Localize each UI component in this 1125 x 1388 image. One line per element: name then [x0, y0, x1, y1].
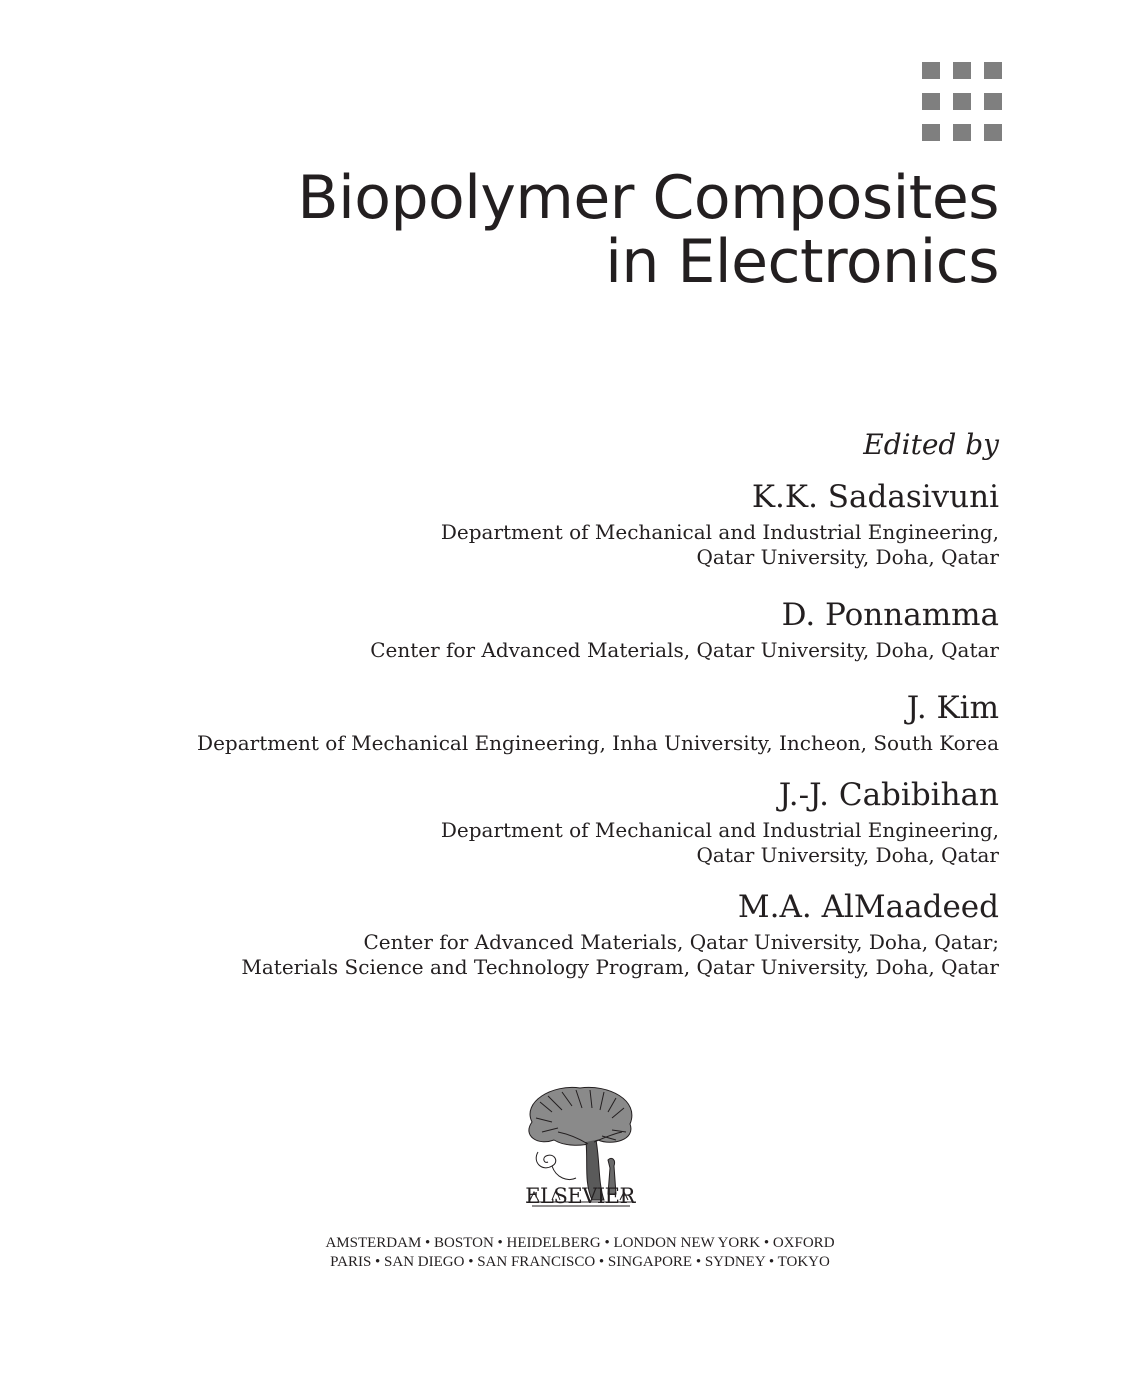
editor-affiliation: Department of Mechanical and Industrial Engineering, [440, 520, 999, 544]
editor-affiliation: Center for Advanced Materials, Qatar University, Doha, Qatar [370, 638, 999, 662]
editor-affiliation: Materials Science and Technology Program, Qatar University, Doha, Qatar [241, 955, 999, 979]
book-title-line-2: in Electronics [605, 227, 999, 297]
editor-entry [39, 478, 999, 570]
editor-affiliation: Qatar University, Doha, Qatar [696, 843, 999, 867]
edited-by-label: Edited by [863, 428, 999, 461]
editor-name: M.A. AlMaadeed [737, 889, 999, 925]
editor-name: J. Kim [906, 690, 999, 726]
grid-square [984, 124, 1002, 141]
editor-name: D. Ponnamma [781, 597, 999, 633]
grid-square [953, 124, 971, 141]
grid-square [922, 93, 940, 110]
editor-entry [39, 776, 999, 868]
editor-affiliation: Center for Advanced Materials, Qatar University, Doha, Qatar; [363, 930, 999, 954]
book-title [99, 163, 999, 297]
grid-square [984, 62, 1002, 79]
grid-square [922, 62, 940, 79]
editor-entry [39, 689, 999, 756]
publisher-cities [200, 1234, 960, 1272]
decorative-square-grid-icon [922, 62, 1002, 142]
editor-affiliation: Department of Mechanical Engineering, Inha University, Incheon, South Korea [197, 731, 999, 755]
publisher-name: ELSEVIER [525, 1184, 635, 1208]
publisher-cities-line-2: PARIS • SAN DIEGO • SAN FRANCISCO • SINGAPORE • SYDNEY • TOKYO [330, 1254, 830, 1270]
grid-square [953, 62, 971, 79]
editor-entry [39, 888, 999, 980]
editor-name: J.-J. Cabibihan [778, 777, 999, 813]
editor-entry [39, 596, 999, 663]
book-title-line-1: Biopolymer Composites [297, 163, 999, 233]
editor-affiliation: Qatar University, Doha, Qatar [696, 545, 999, 569]
publisher-cities-line-1: AMSTERDAM • BOSTON • HEIDELBERG • LONDON NEW YORK • OXFORD [325, 1235, 835, 1251]
grid-square [922, 124, 940, 141]
editors-block [39, 424, 999, 980]
grid-square [953, 93, 971, 110]
editor-name: K.K. Sadasivuni [751, 479, 999, 515]
editor-affiliation: Department of Mechanical and Industrial Engineering, [440, 818, 999, 842]
grid-square [984, 93, 1002, 110]
